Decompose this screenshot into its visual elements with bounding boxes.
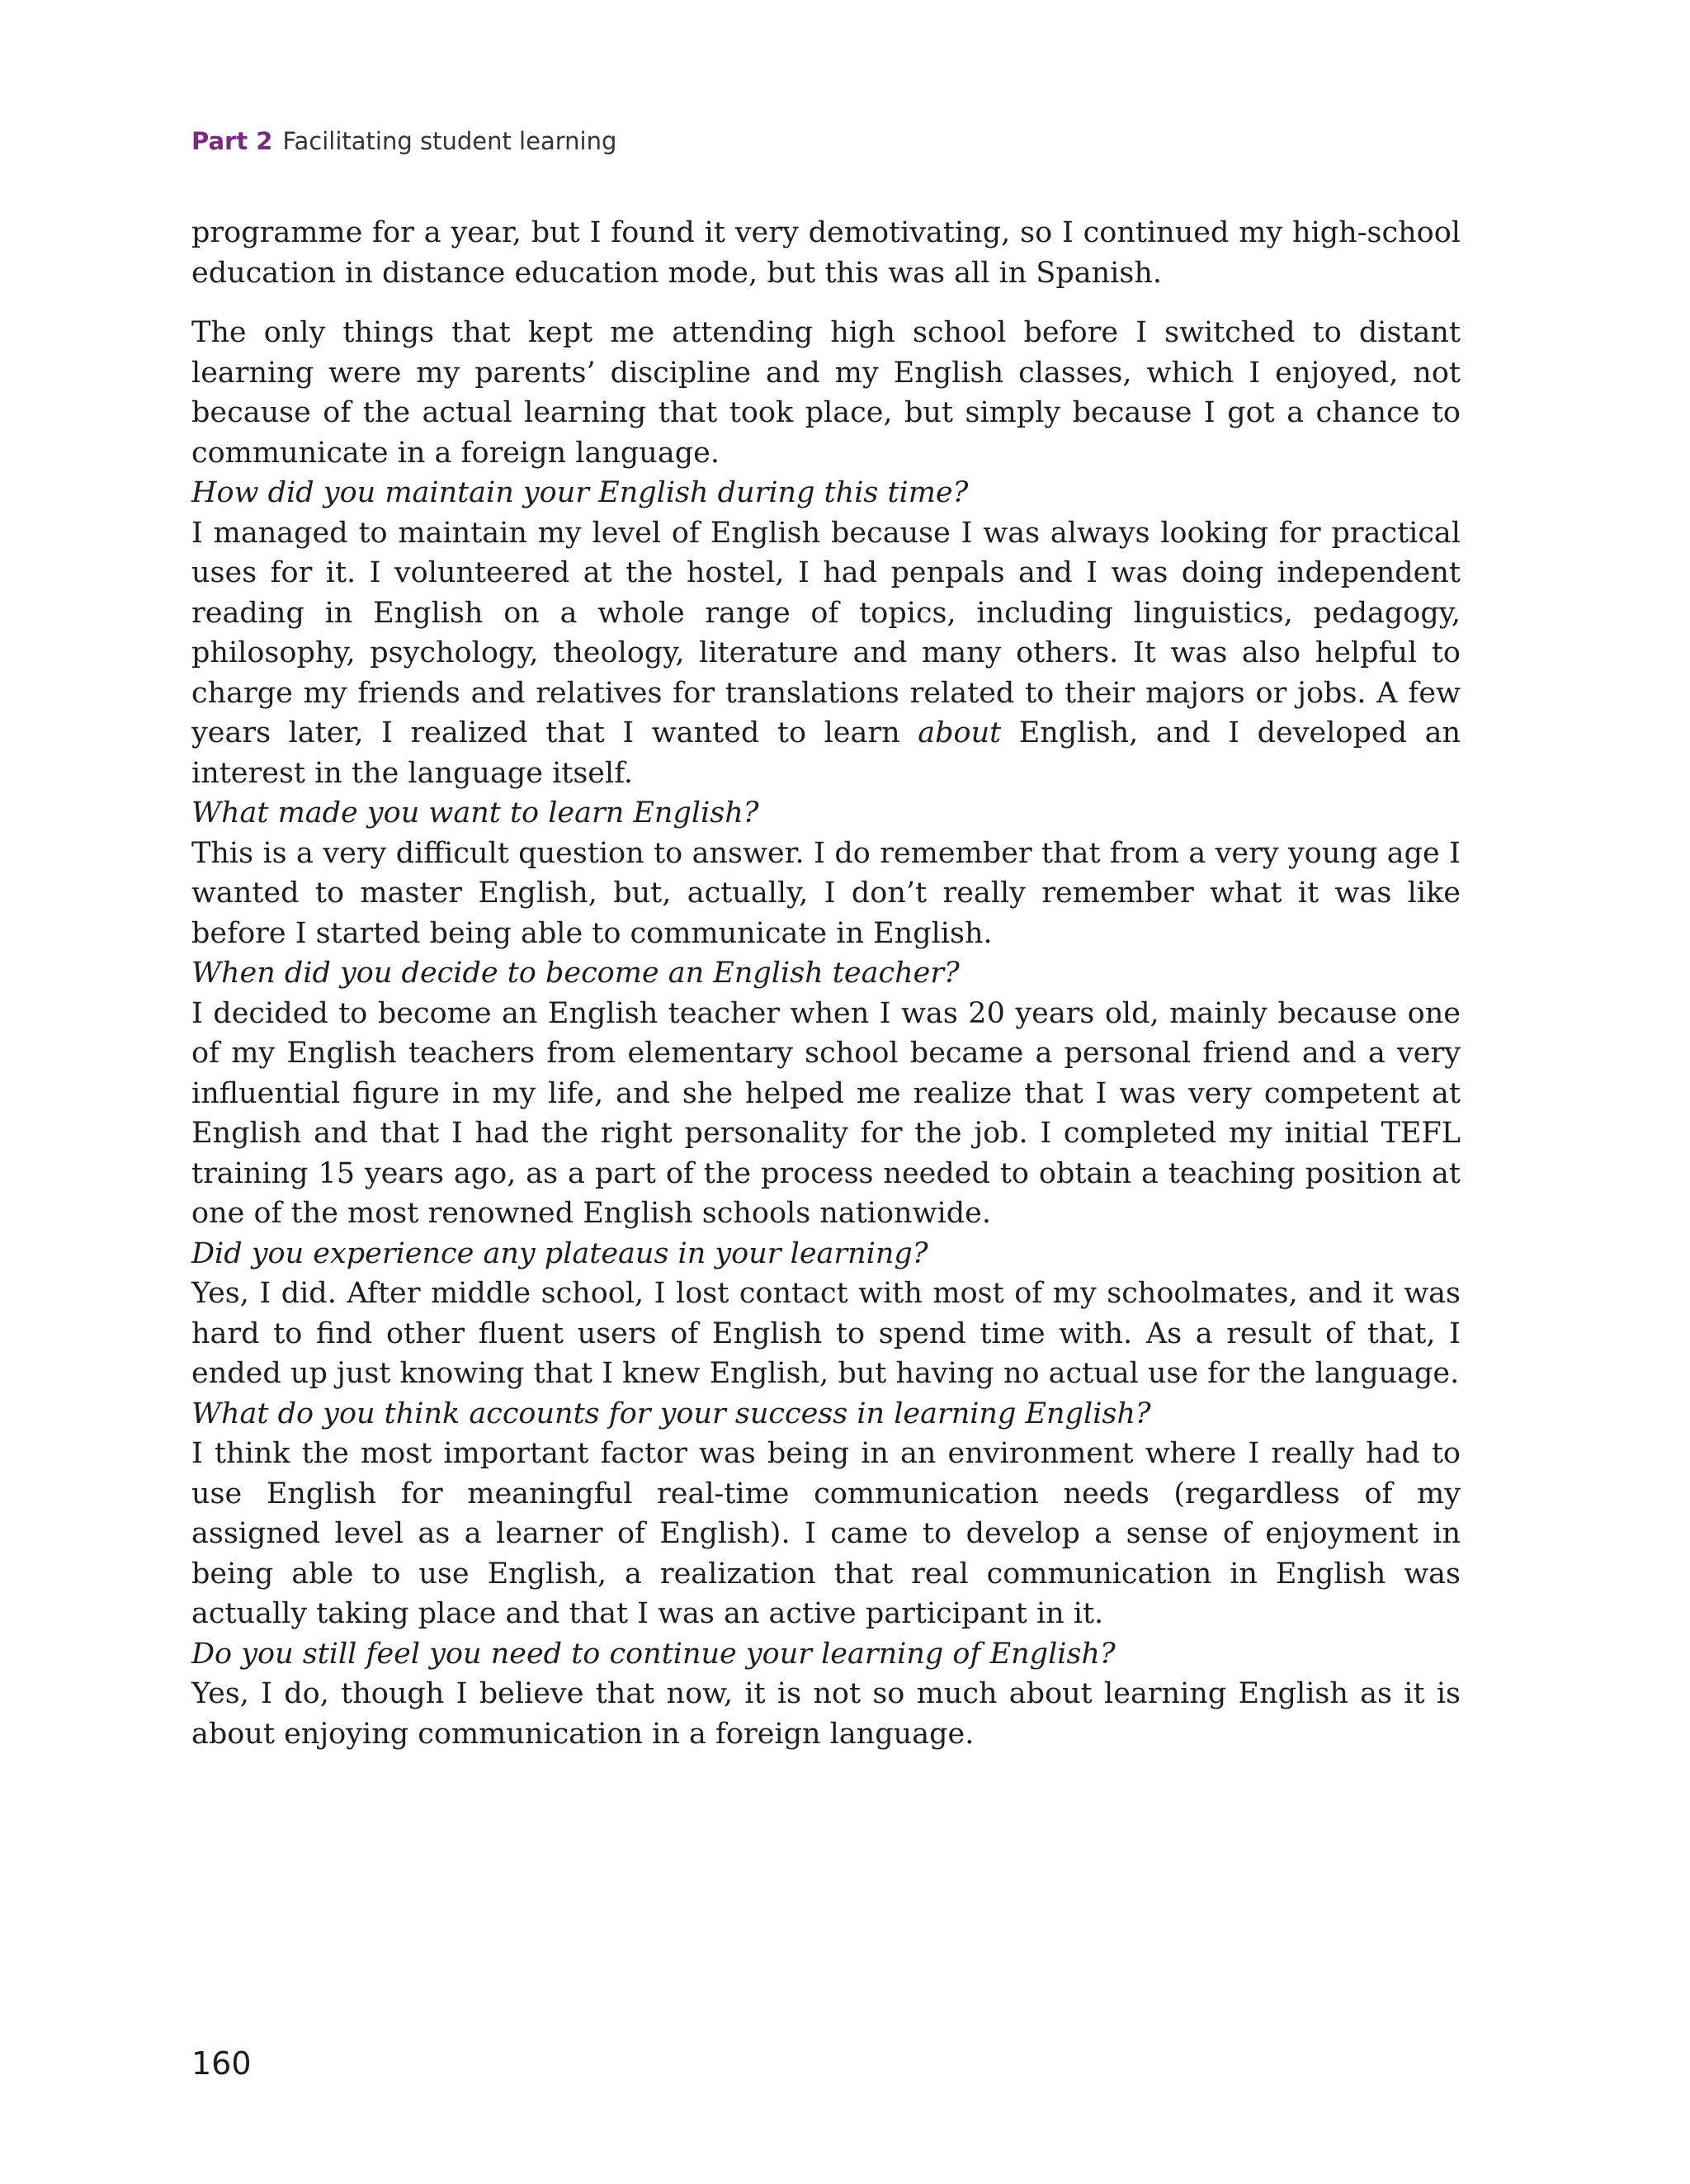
paragraph: The only things that kept me attending high school before I switched to distant learning were my parents’ discipline and my English classes, which I enjoyed, not because of the actual learning that took place, but simply because I got a chance to communicate in a foreign language. — [191, 316, 1461, 470]
interview-question: When did you decide to become an English teacher? — [191, 957, 960, 990]
body-text — [191, 213, 1461, 1754]
answer-emphasis: about — [918, 716, 1002, 749]
part-label: Part 2 — [191, 127, 273, 155]
page-number: 160 — [191, 2045, 252, 2082]
interview-answer — [191, 513, 1461, 794]
paragraph-continued: programme for a year, but I found it very demotivating, so I continued my high-school education in distance education mode, but this was all in Spanish. — [191, 216, 1461, 290]
interview-answer: I decided to become an English teacher when I was 20 years old, mainly because one of my English teachers from elementary school became a personal friend and a very influential figure in my life, and she helped me realize that I was very competent at English and that I had the right personality for the job. I completed my initial TEFL training 15 years ago, as a part of the process needed to obtain a teaching position at one of the most renowned English schools nationwide. — [191, 996, 1461, 1230]
interview-answer: I think the most important factor was being in an environment where I really had to use English for meaningful real-time communication needs (regardless of my assigned level as a learner of English). I came to develop a sense of enjoyment in being able to use English, a realization that real communication in English was actually taking place and that I was an active participant in it. — [191, 1437, 1461, 1630]
answer-text: English, and I developed an interest in the language itself. — [191, 716, 1461, 790]
interview-question: Did you experience any plateaus in your learning? — [191, 1236, 928, 1270]
interview-question: Do you still feel you need to continue your learning of English? — [191, 1637, 1116, 1671]
interview-question: What do you think accounts for your success in learning English? — [191, 1397, 1151, 1430]
interview-question: How did you maintain your English during this time? — [191, 476, 969, 509]
interview-answer: Yes, I do, though I believe that now, it is not so much about learning English as it is about enjoying communication in a foreign language. — [191, 1677, 1461, 1751]
interview-answer: Yes, I did. After middle school, I lost contact with most of my schoolmates, and it was hard to find other fluent users of English to spend time with. As a result of that, I ended up just knowing that I knew English, but having no actual use for the language. — [191, 1277, 1461, 1390]
section-title: Facilitating student learning — [282, 127, 617, 155]
running-head — [191, 127, 616, 155]
answer-text: I managed to maintain my level of English because I was always looking for practical uses for it. I volunteered at the hostel, I had penpals and I was doing independent reading in English on a whole range of topics, including linguistics, pedagogy, philosophy, psychology, theology, literature and many others. It was also helpful to charge my friends and relatives for translations related to their majors or jobs. A few years later, I realized that I wanted to learn — [191, 516, 1461, 749]
interview-question: What made you want to learn English? — [191, 797, 759, 830]
interview-answer: This is a very difficult question to answer. I do remember that from a very young age I wanted to master English, but, actually, I don’t really remember what it was like before I started being able to communicate in English. — [191, 836, 1461, 950]
